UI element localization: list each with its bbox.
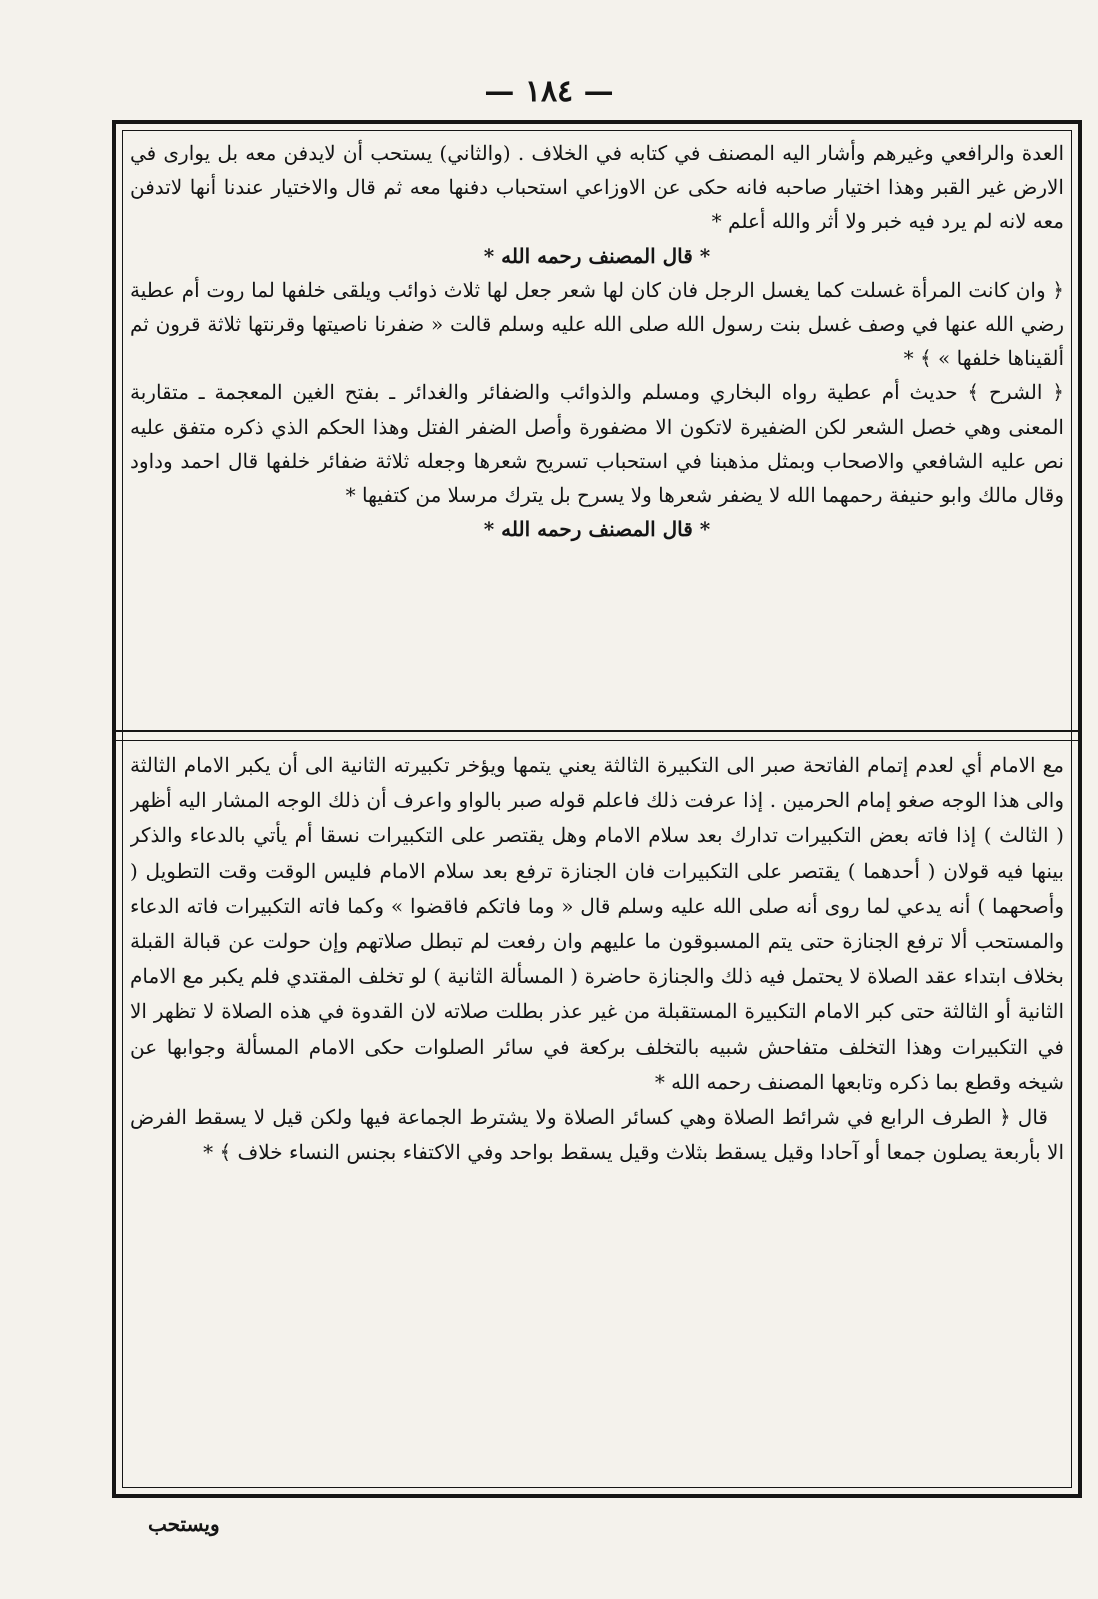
page-frame [112,120,1082,1498]
lower-text-section [130,748,1064,1483]
page-number: — ١٨٤ — [484,74,614,109]
upper-text-section [130,136,1064,726]
paragraph: مع الامام أي لعدم إتمام الفاتحة صبر الى التكبيرة الثالثة يعني يتمها ويؤخر تكبيرته الثانية الى أن يكبر الامام الثالثة والى هذا الوجه صغو إمام الحرمين . إذا عرفت ذلك فاعلم قوله صبر بالواو واعرف أن ذلك الوجه المشار اليه أظهر ( الثالث ) إذا فاته بعض التكبيرات تدارك بعد سلام الامام وهل يقتصر على التكبيرات نسقا أم يأتي بالدعاء والذكر بينها فيه قولان ( أحدهما ) يقتصر على التكبيرات فان الجنازة ترفع بعد سلام الامام فليس الوقت وقت التطويل ( وأصحهما ) أنه يدعي لما روى أنه صلى الله عليه وسلم قال « وما فاتكم فاقضوا » وكما فاته التكبيرات فاته الدعاء والمستحب ألا ترفع الجنازة حتى يتم المسبوقون ما عليهم وان رفعت لم تبطل صلاتهم وإن حولت عن قبالة القبلة بخلاف ابتداء عقد الصلاة لا يحتمل فيه ذلك والجنازة حاضرة ( المسألة الثانية ) لو تخلف المقتدي فلم يكبر مع الامام الثانية أو الثالثة حتى كبر الامام التكبيرة المستقبلة من غير عذر بطلت صلاته لان القدوة في هذه الصلاة لا تظهر الا في التكبيرات وهذا التخلف متفاحش شبيه بالتخلف بركعة في سائر الصلوات حكى الامام المسألة وجوابها عن شيخه وقطع بما ذكره وتابعها المصنف رحمه الله * [130,753,1064,1094]
paragraph: العدة والرافعي وغيرهم وأشار اليه المصنف في كتابه في الخلاف . (والثاني) يستحب أن لايدفن معه بل يوارى في الارض غير القبر وهذا اختيار صاحبه فانه حكى عن الاوزاعي استحباب دفنها معه ثم قال والاختيار عندنا أنها لاتدفن معه لانه لم يرد فيه خبر ولا أثر والله أعلم * [130,141,1064,234]
catchword: ويستحب [148,1512,220,1536]
quoted-text-paragraph: ﴿ وان كانت المرأة غسلت كما يغسل الرجل فان كان لها شعر جعل لها ثلاث ذوائب ويلقى خلفها لما روت أم عطية رضي الله عنها في وصف غسل بنت رسول الله صلى الله عليه وسلم قالت « ضفرنا ناصيتها وقرنتها ثلاثة قرون ثم ألقيناها خلفها » ﴾ * [130,277,1064,371]
section-heading: * قال المصنف رحمه الله * [483,517,711,542]
paragraph: قال ﴿ الطرف الرابع في شرائط الصلاة وهي كسائر الصلاة ولا يشترط الجماعة فيها ولكن قيل لا يسقط الفرض الا بأربعة يصلون جمعا أو آحادا وقيل يسقط بثلاث وقيل يسقط بواحد وفي الاكتفاء بجنس النساء خلاف ﴾ * [130,1105,1064,1165]
commentary-paragraph: ﴿ الشرح ﴾ حديث أم عطية رواه البخاري ومسلم والذوائب والضفائر والغدائر ـ بفتح الغين المعجمة ـ متقاربة المعنى وهي خصل الشعر لكن الضفيرة لاتكون الا مضفورة وأصل الضفر الفتل وهذا الحكم الذي ذكره متفق عليه نص عليه الشافعي والاصحاب وبمثل مذهبنا في استحباب تسريح شعرها وجعله ثلاثة ضفائر خلفها قال احمد وداود وقال مالك وابو حنيفة رحمهما الله لا يضفر شعرها ولا يسرح بل يترك مرسلا من كتفيها * [130,380,1064,508]
section-heading: * قال المصنف رحمه الله * [483,243,711,268]
section-divider [116,730,1078,741]
